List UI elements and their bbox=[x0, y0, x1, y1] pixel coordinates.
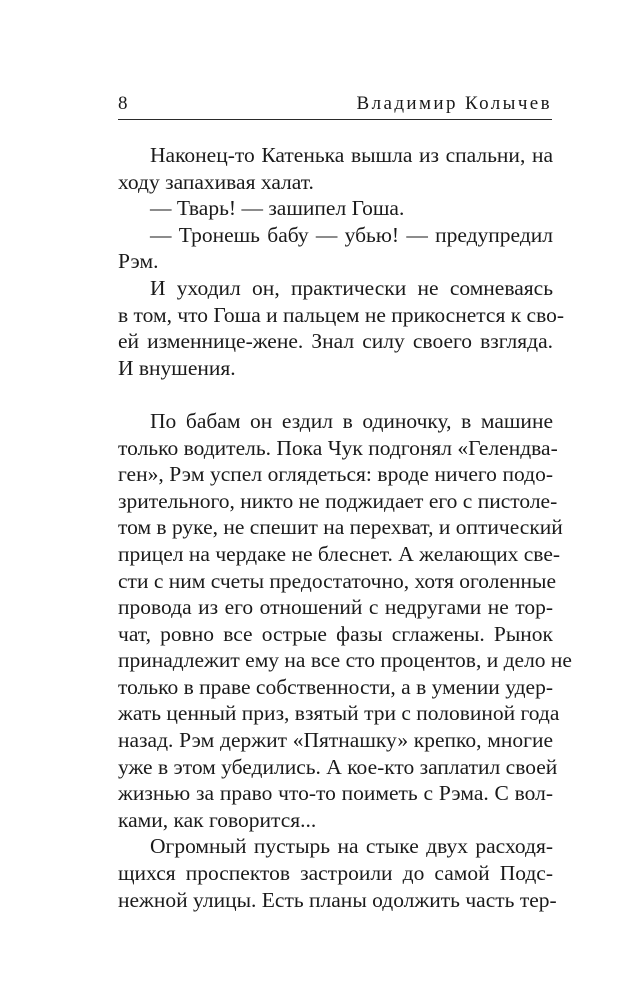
text-line: только в праве собственности, а в умении удер- bbox=[118, 674, 553, 699]
text-line: ходу запахивая халат. bbox=[118, 169, 314, 194]
text-line: сти с ним счеты предостаточно, хотя оголенные bbox=[118, 568, 557, 593]
text-line: чат, ровно все острые фазы сглажены. Рынок bbox=[118, 621, 553, 646]
text-line: уже в этом убедились. А кое-кто заплатил своей bbox=[118, 754, 558, 779]
section-break bbox=[118, 381, 553, 408]
text-line: — Тварь! — зашипел Гоша. bbox=[150, 196, 405, 221]
running-head-author: Владимир Колычев bbox=[356, 93, 552, 114]
text-line: назад. Рэм держит «Пятнашку» крепко, многие bbox=[118, 728, 553, 753]
text-line: ками, как говорится... bbox=[118, 807, 317, 832]
text-line: принадлежит ему на все сто процентов, и дело не bbox=[118, 648, 572, 673]
text-line: Рэм. bbox=[118, 249, 159, 274]
text-line: жать ценный приз, взятый три с половиной года bbox=[118, 701, 560, 726]
page-header bbox=[118, 93, 552, 120]
text-line: в том, что Гоша и пальцем не прикоснется к сво- bbox=[118, 302, 564, 327]
text-line: Огромный пустырь на стыке двух расходя- bbox=[150, 834, 553, 859]
text-line: зрительного, никто не поджидает его с пистоле- bbox=[118, 488, 558, 513]
text-line: только водитель. Пока Чук подгонял «Гелендва- bbox=[118, 435, 558, 460]
text-line: — Тронешь бабу — убью! — предупредил bbox=[150, 222, 553, 247]
text-line: По бабам он ездил в одиночку, в машине bbox=[150, 408, 553, 433]
text-line: прицел на чердаке не блеснет. А желающих све- bbox=[118, 541, 561, 566]
text-line: И уходил он, практически не сомневаясь bbox=[150, 275, 553, 300]
text-line: щихся проспектов застроили до самой Подс- bbox=[118, 861, 553, 886]
text-line: нежной улицы. Есть планы одолжить часть тер- bbox=[118, 887, 557, 912]
text-line: том в руке, не спешит на перехват, и оптический bbox=[118, 515, 563, 540]
text-line: жизнью за право что-то поиметь с Рэма. С вол- bbox=[118, 781, 553, 806]
text-line: ген», Рэм успел оглядеться: вроде ничего подо- bbox=[118, 462, 553, 487]
text-line: ей изменнице-жене. Знал силу своего взгляда. bbox=[118, 329, 553, 354]
text-line: И внушения. bbox=[118, 355, 236, 380]
book-body-text bbox=[118, 142, 572, 913]
text-line: провода из его отношений с недругами не тор- bbox=[118, 595, 553, 620]
text-line: Наконец-то Катенька вышла из спальни, на bbox=[150, 143, 553, 167]
page-number: 8 bbox=[118, 93, 128, 114]
